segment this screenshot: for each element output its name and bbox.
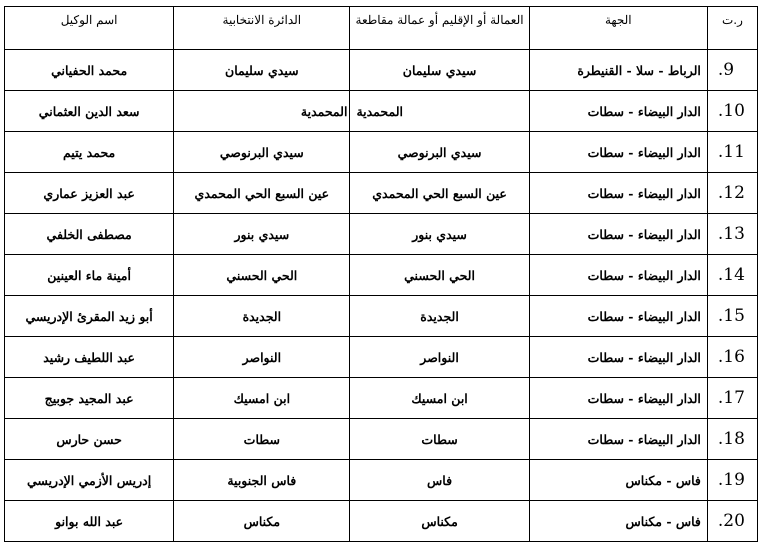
district-cell: مكناس [174,501,350,542]
province-cell: عين السبع الحي المحمدي [350,173,529,214]
table-row [5,132,758,173]
agent-name-cell: مصطفى الخلفي [5,214,174,255]
region-cell: فاس - مكناس [529,460,707,501]
number-cell: .19 [707,460,757,501]
agent-name-cell: حسن حارس [5,419,174,460]
number-cell: .9 [707,50,757,91]
table-row [5,91,758,132]
province-cell: فاس [350,460,529,501]
region-cell: الدار البيضاء - سطات [529,296,707,337]
header-region: الجهة [529,7,707,50]
agent-name-cell: عبد العزيز عماري [5,173,174,214]
province-cell: ابن امسيك [350,378,529,419]
agent-name-cell: أبو زيد المقرئ الإدريسي [5,296,174,337]
header-province: العمالة أو الإقليم أو عمالة مقاطعة [350,7,529,50]
header-agent-name: اسم الوكيل [5,7,174,50]
agent-name-cell: سعد الدين العثماني [5,91,174,132]
number-cell: .11 [707,132,757,173]
province-cell: سيدي سليمان [350,50,529,91]
region-cell: الرباط - سلا - القنيطرة [529,50,707,91]
table-row [5,296,758,337]
table-row [5,501,758,542]
district-cell: الجديدة [174,296,350,337]
region-cell: الدار البيضاء - سطات [529,255,707,296]
header-district: الدائرة الانتخابية [174,7,350,50]
agent-name-cell: إدريس الأزمي الإدريسي [5,460,174,501]
table-row [5,214,758,255]
header-number: ر.ت [707,7,757,50]
agent-name-cell: عبد الله بوانو [5,501,174,542]
table-row [5,173,758,214]
number-cell: .18 [707,419,757,460]
number-cell: .16 [707,337,757,378]
number-cell: .12 [707,173,757,214]
agents-table [4,6,758,542]
district-cell: ابن امسيك [174,378,350,419]
province-cell: المحمدية [350,91,529,132]
district-cell: سيدي البرنوصي [174,132,350,173]
district-cell: المحمدية [174,91,350,132]
province-cell: سطات [350,419,529,460]
district-cell: النواصر [174,337,350,378]
number-cell: .13 [707,214,757,255]
agent-name-cell: أمينة ماء العينين [5,255,174,296]
region-cell: الدار البيضاء - سطات [529,337,707,378]
region-cell: الدار البيضاء - سطات [529,91,707,132]
district-cell: عين السبع الحي المحمدي [174,173,350,214]
region-cell: الدار البيضاء - سطات [529,214,707,255]
table-row [5,378,758,419]
province-cell: الحي الحسني [350,255,529,296]
province-cell: الجديدة [350,296,529,337]
table-row [5,460,758,501]
region-cell: الدار البيضاء - سطات [529,173,707,214]
region-cell: الدار البيضاء - سطات [529,132,707,173]
agent-name-cell: محمد يتيم [5,132,174,173]
agent-name-cell: محمد الحفياني [5,50,174,91]
region-cell: الدار البيضاء - سطات [529,419,707,460]
province-cell: مكناس [350,501,529,542]
table-row [5,337,758,378]
table-row [5,255,758,296]
number-cell: .15 [707,296,757,337]
number-cell: .10 [707,91,757,132]
district-cell: سيدي بنور [174,214,350,255]
number-cell: .17 [707,378,757,419]
province-cell: سيدي بنور [350,214,529,255]
province-cell: النواصر [350,337,529,378]
region-cell: فاس - مكناس [529,501,707,542]
table-row [5,50,758,91]
district-cell: فاس الجنوبية [174,460,350,501]
agent-name-cell: عبد اللطيف رشيد [5,337,174,378]
table-row [5,419,758,460]
agent-name-cell: عبد المجيد جوبيج [5,378,174,419]
number-cell: .20 [707,501,757,542]
table-header-row [5,7,758,50]
district-cell: سطات [174,419,350,460]
district-cell: الحي الحسني [174,255,350,296]
district-cell: سيدي سليمان [174,50,350,91]
region-cell: الدار البيضاء - سطات [529,378,707,419]
province-cell: سيدي البرنوصي [350,132,529,173]
number-cell: .14 [707,255,757,296]
